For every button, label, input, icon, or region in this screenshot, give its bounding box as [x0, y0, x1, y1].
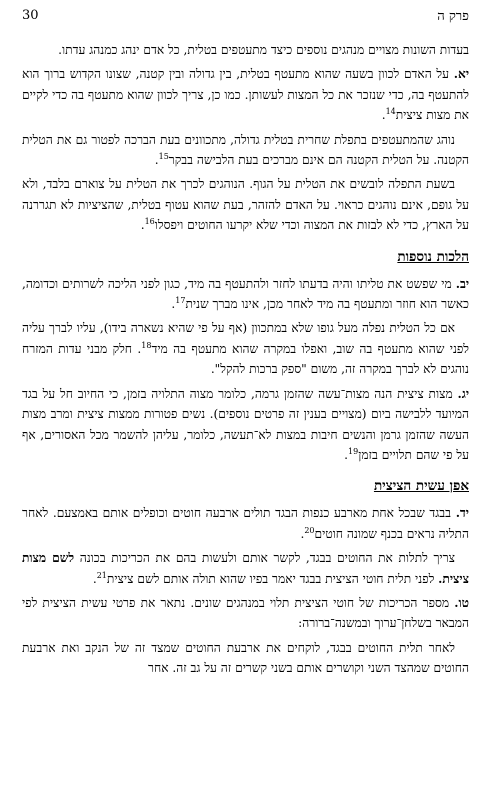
paragraph-intro	[22, 40, 469, 60]
body-text	[22, 40, 469, 683]
paragraph-prayer-time: בשעת התפלה לובשים את הטלית על הגוף. הנוהגים לכרך את הטלית על צוארם בלבד, ולא על גופם, אינם נוהגים כראוי. על האדם להזהר, בעת שהוא עטוף בטלית, שהציציות לא תגררנה על הארץ, כדי לא לבזות את המצוה וכדי שלא יקרעו החוטים ויפסלו$^{16}$.	[22, 177, 469, 233]
paragraph-text: אם כל הטלית נפלה מעל גופו שלא במתכוון (אף על פי שהיא נשארה בידו), עליו לברך עליה לפני שהוא מתעטף בה שוב, ואפלו במקרה שהוא מתעטף בה מיד	[22, 321, 469, 356]
emphasis-text: לשם מצות ציצית.	[22, 551, 469, 586]
paragraph-number: יב.	[455, 276, 470, 291]
paragraph-number: יא.	[453, 67, 470, 82]
paragraph-text: לפני תלית חוטי הציצית בבגד יאמר בפיו שהוא תולה אותם לשם ציצית	[106, 571, 435, 586]
paragraph-tail: חלק מבני עדות המזרח נוהגים לא לברך במקרה זה, משום "ספק ברכות להקל".	[22, 341, 469, 377]
footnote-ref: 17	[175, 296, 186, 305]
paragraph-fallen-tallit: אם כל הטלית נפלה מעל גופו שלא במתכוון (אף על פי שהיא נשארה בידו), עליו לברך עליה לפני שהוא מתעטף בה שוב, ואפלו במקרה שהוא מתעטף בה מיד$^{18}$. חלק מבני עדות המזרח נוהגים לא לברך במקרה זה, משום "ספק ברכות להקל".	[22, 321, 469, 377]
paragraph-text: מי שפשט את טליתו והיה בדעתו לחזר ולהתעטף בה מיד, כגון לפני הליכה לשרותים וכדומה, כאשר הוא חוזר ומתעטף בה מיד לאחר מכן, אינו מברך שנית	[22, 276, 469, 312]
paragraph-text: מצות ציצית הנה מצות־עשה שהזמן גרמה, כלומר מצוה התלויה בזמן, כי החיוב חל על בגד המיועד ללבישה ביום (מצויים בענין זה פרטים נוספים). נשים פטורות ממצות ציצית ומרב מצות העשה שהזמן גרמן והנשים חיבות במצות לא־תעשה, כלומר, עליהן להשמר מכל האסורים, אף על פי שהם תלויים בזמן	[22, 386, 469, 462]
chapter-title: פרק ה	[437, 9, 469, 24]
paragraph-text: בבגד שבכל אחת מארבע כנפות הבגד תולים ארבעה חוטים וכופלים אותם באמצעם. לאחר התליה נראים בכנף שמונה חוטים	[22, 506, 469, 541]
section-heading: הלכות נוספות	[397, 248, 469, 265]
footnote-ref: 19	[348, 446, 359, 456]
paragraph-14: יד. בבגד שבכל אחת מארבע כנפות הבגד תולים ארבעה חוטים וכופלים אותם באמצעם. לאחר התליה נראים בכנף שמונה חוטים$^{20}$.	[22, 506, 469, 541]
paragraph-text: צריך לתלות את החוטים בבגד, לקשר אותם ולעשות בהם את הכריכות בכונה	[79, 551, 456, 566]
section-heading: אפן עשית הציצית	[373, 478, 469, 495]
footnote-ref: 21	[96, 570, 107, 580]
paragraph-text: בשעת התפלה לובשים את הטלית על הגוף. הנוהגים לכרך את הטלית על צוארם בלבד, ולא על גופם, אינם נוהגים כראוי. על האדם להזהר, בעת שהוא עטוף בטלית, שהציציות לא תגררנה על הארץ, כדי לא לבזות את המצוה וכדי שלא יקרעו החוטים ויפסלו	[22, 177, 469, 233]
footnote-ref: 14	[385, 107, 396, 117]
page-number: 30	[22, 8, 39, 23]
footnote-ref: 18	[141, 340, 152, 350]
paragraph-text: בעדות השונות מצויים מנהגים נוספים כיצד מתעטפים בטלית, כל אדם ינהג כמנהג עדתו.	[58, 43, 469, 57]
paragraph-number: טו.	[454, 595, 470, 610]
paragraph-number: יג.	[457, 386, 470, 401]
paragraph-intent: צריך לתלות את החוטים בבגד, לקשר אותם ולעשות בהם את הכריכות בכונה לשם מצות ציצית. לפני תלית חוטי הציצית בבגד יאמר בפיו שהוא תולה אותם לשם ציצית$^{21}$.	[22, 551, 469, 586]
paragraph-custom: נוהג שהמתעטפים בתפלת שחרית בטלית גדולה, מתכוונים בעת הברכה לפטור גם את הטלית הקטנה. על הטלית הקטנה הם אינם מברכים בעת הלבישה בבקר$^{15}$.	[22, 132, 469, 168]
paragraph-15	[22, 593, 469, 634]
running-header	[22, 8, 469, 36]
paragraph-tying	[22, 638, 469, 679]
paragraph-11: יא. על האדם לכוון בשעה שהוא מתעטף בטלית, בין גדולה ובין קטנה, שצונו הקדוש ברוך הוא להתעטף בה, כדי שנזכר את כל המצות לעשותן. כמו כן, צריך לכוון שהוא מתעטף בה כדי לקיים את מצות ציצית$^{14}$.	[22, 67, 470, 123]
paragraph-text: על האדם לכוון בשעה שהוא מתעטף בטלית, בין גדולה ובין קטנה, שצונו הקדוש ברוך הוא להתעטף בה, כדי שנזכר את כל המצות לעשותן. כמו כן, צריך לכוון שהוא מתעטף בה כדי לקיים את מצות ציצית	[22, 67, 469, 123]
paragraph-number: יד.	[455, 506, 469, 521]
paragraph-13: יג. מצות ציצית הנה מצות־עשה שהזמן גרמה, כלומר מצוה התלויה בזמן, כי החיוב חל על בגד המיועד ללבישה ביום (מצויים בענין זה פרטים נוספים). נשים פטורות ממצות ציצית ומרב מצות העשה שהזמן גרמן והנשים חיבות במצות לא־תעשה, כלומר, עליהן להשמר מכל האסורים, אף על פי שהם תלויים בזמן$^{19}$.	[22, 386, 470, 462]
footnote-ref: 16	[144, 217, 155, 227]
paragraph-text: לאחר תלית החוטים בבגד, לוקחים את ארבעת החוטים שמצד זה של הנקב ואת ארבעת החוטים שמהצד השני וקושרים אותם בשני קשרים זה על גב זה. אחר	[22, 640, 469, 676]
paragraph-text: מספר הכריכות של חוטי הציצית תלוי במנהגים שונים. נתאר את פרטי עשית הציצית לפי המבאר בשלחן־ערוך ובמשנה־ברורה:	[22, 595, 469, 631]
footnote-ref: 15	[158, 151, 169, 161]
footnote-ref: 20	[304, 525, 315, 535]
paragraph-text: נוהג שהמתעטפים בתפלת שחרית בטלית גדולה, מתכוונים בעת הברכה לפטור גם את הטלית הקטנה. על הטלית הקטנה הם אינם מברכים בעת הלבישה בבקר	[22, 132, 469, 168]
paragraph-12: יב. מי שפשט את טליתו והיה בדעתו לחזר ולהתעטף בה מיד, כגון לפני הליכה לשרותים וכדומה, כאשר הוא חוזר ומתעטף בה מיד לאחר מכן, אינו מברך שנית$^{17}$.	[22, 276, 470, 312]
